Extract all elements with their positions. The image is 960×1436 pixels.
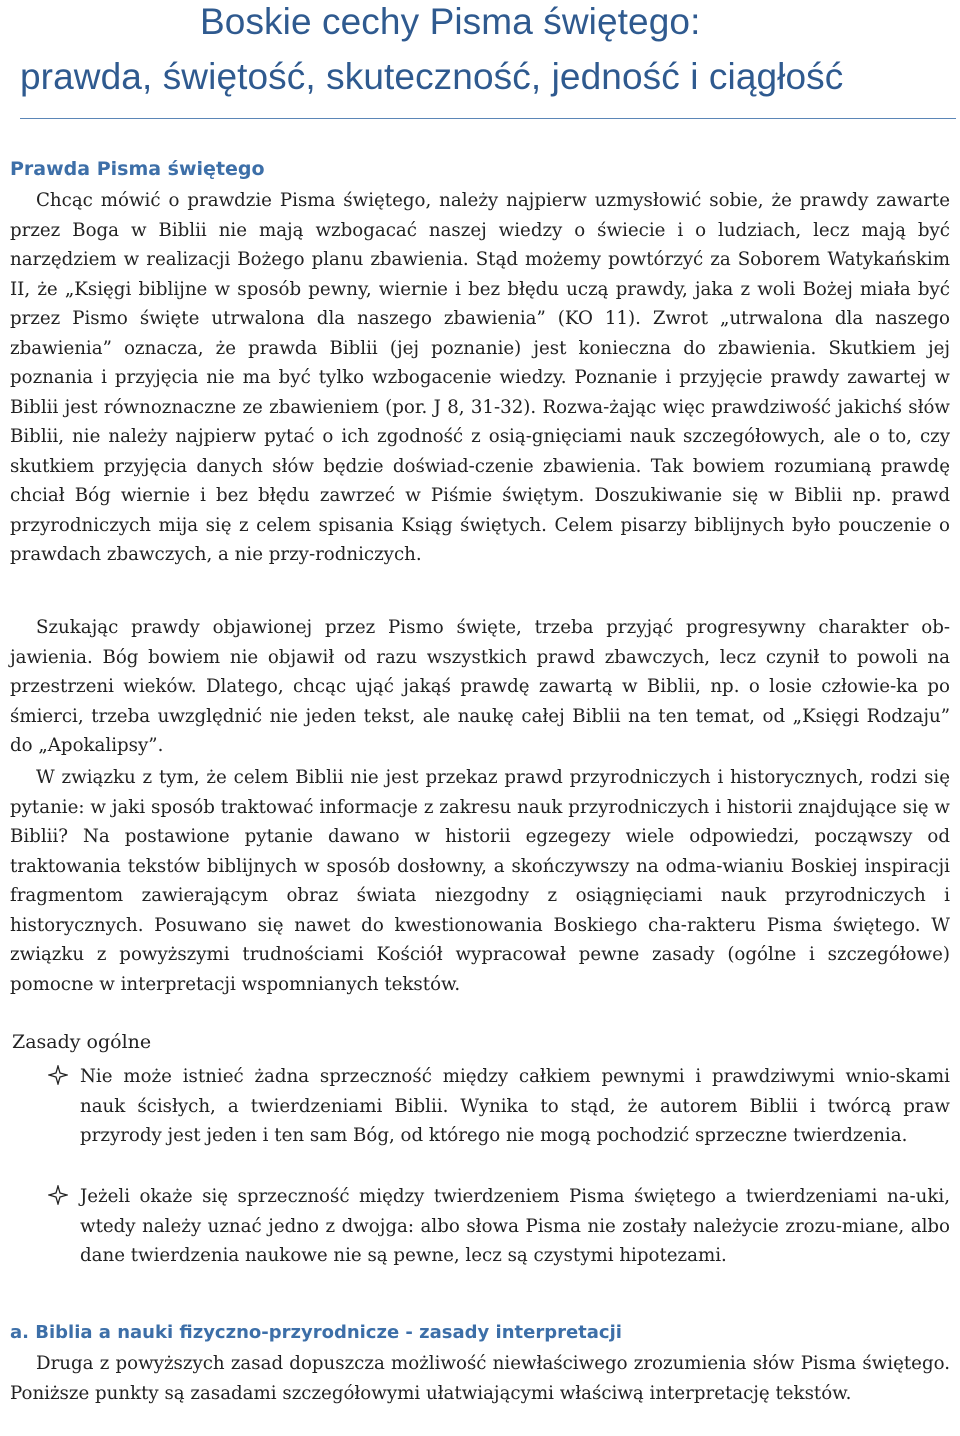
general-rules-heading: Zasady ogólne <box>12 1031 152 1053</box>
page-title-line-2: prawda, świętość, skuteczność, jedność i ciągłość <box>20 56 844 97</box>
general-rule-item-2 <box>48 1182 950 1274</box>
diamond-four-icon <box>48 1065 68 1085</box>
paragraph-truth-3: W związku z tym, że celem Biblii nie jest przekaz prawd przyrodniczych i historycznych, rodzi się pytanie: w jaki sposób traktować informacje z zakresu nauk przyrodniczych i historii znajdujące się w Biblii? Na postawione pytanie dawano w historii egzegezy wiele odpowiedzi, począwszy od traktowania tekstów biblijnych w sposób dosłowny, a skończywszy na odma-wianiu Boskiej inspiracji fragmentom zawierającym obraz świata niezgodny z osiągnięciami nauk przyrodniczych i historycznych. Posuwano się nawet do kwestionowania Boskiego cha-rakteru Pisma świętego. W związku z powyższymi trudnościami Kościół wypracował pewne zasady (ogólne i szczegółowe) pomocne w interpretacji wspomnianych tekstów. <box>10 767 950 995</box>
section-heading-truth: Prawda Pisma świętego <box>10 158 265 180</box>
title-block <box>20 0 956 119</box>
paragraph-subsection-a: Druga z powyższych zasad dopuszcza możliwość niewłaściwego zrozumienia słów Pisma świętego. Poniższe punkty są zasadami szczegółowymi ułatwiającymi właściwą interpretację tekstów. <box>10 1353 950 1404</box>
general-rule-text-2: Jeżeli okaże się sprzeczność między twierdzeniem Pisma świętego a twierdzeniami na-uki, wtedy należy uznać jedno z dwojga: albo słowa Pisma nie zostały należycie zrozu-miane, albo dane twierdzenia naukowe nie są pewne, lecz są czystymi hipotezami. <box>80 1186 950 1266</box>
general-rule-text-1: Nie może istnieć żadna sprzeczność między całkiem pewnymi i prawdziwymi wnio-skami nauk ścisłych, a twierdzeniami Biblii. Wynika to stąd, że autorem Biblii i twórcą praw przyrody jest jeden i ten sam Bóg, od którego nie mogą pochodzić sprzeczne twierdzenia. <box>80 1066 950 1146</box>
diamond-four-icon <box>48 1185 68 1205</box>
paragraph-truth-1: Chcąc mówić o prawdzie Pisma świętego, należy najpierw uzmysłowić sobie, że prawdy zawarte przez Boga w Biblii nie mają wzbogacać naszej wiedzy o świecie i o ludziach, lecz mają być narzędziem w realizacji Bożego planu zbawienia. Stąd możemy powtórzyć za Soborem Watykańskim II, że „Księgi biblijne w sposób pewny, wiernie i bez błędu uczą prawdy, jaka z woli Bożej miała być przez Pismo święte utrwalona dla naszego zbawienia” (KO 11). Zwrot „utrwalona dla naszego zbawienia” oznacza, że prawda Biblii (jej poznanie) jest konieczna do zbawienia. Skutkiem jej poznania i przyjęcia nie ma być tylko wzbogacenie wiedzy. Poznanie i przyjęcie prawdy zawartej w Biblii jest równoznaczne ze zbawieniem (por. J 8, 31-32). Rozwa-żając więc prawdziwość jakichś słów Biblii, nie należy najpierw pytać o ich zgodność z osią-gnięciami nauk szczegółowych, ale o to, czy skutkiem przyjęcia danych słów będzie doświad-czenie zbawienia. Tak bowiem rozumianą prawdę chciał Bóg wiernie i bez błędu zawrzeć w Piśmie świętym. Doszukiwanie się w Biblii np. prawd przyrodniczych mija się z celem spisania Ksiąg świętych. Celem pisarzy biblijnych było pouczenie o prawdach zbawczych, a nie przy-rodniczych. <box>10 190 950 565</box>
page-title-line-1: Boskie cechy Pisma świętego: <box>200 1 701 42</box>
general-rule-item-1 <box>48 1062 950 1182</box>
paragraph-truth-2: Szukając prawdy objawionej przez Pismo święte, trzeba przyjąć progresywny charakter ob-jawienia. Bóg bowiem nie objawił od razu wszystkich prawd zbawczych, lecz czynił to powoli na przestrzeni wieków. Dlatego, chcąc ująć jakąś prawdę zawartą w Biblii, np. o losie człowie-ka po śmierci, trzeba uwzględnić nie jeden tekst, ale naukę całej Biblii na ten temat, od „Księgi Rodzaju” do „Apokalipsy”. <box>10 617 950 756</box>
subsection-heading-a: a. Biblia a nauki fizyczno-przyrodnicze - zasady interpretacji <box>10 1322 622 1343</box>
